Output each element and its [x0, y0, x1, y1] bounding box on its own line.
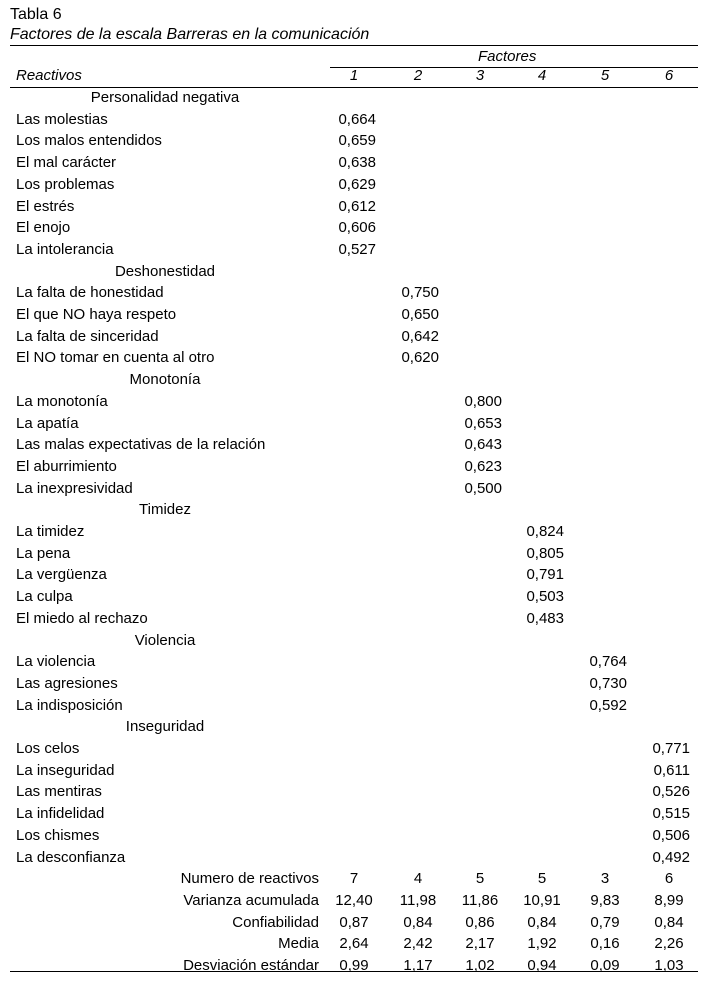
header-reactivos: Reactivos	[16, 67, 82, 84]
factor-loading: 0,629	[338, 175, 376, 193]
stat-value: 11,98	[399, 891, 437, 909]
factor-loading: 0,791	[526, 566, 564, 584]
stat-value: 5	[537, 870, 547, 888]
item-label: La culpa	[16, 588, 73, 606]
group-heading: Violencia	[134, 631, 196, 649]
stat-value: 0,84	[403, 913, 433, 931]
item-label: La falta de honestidad	[16, 284, 164, 302]
stat-value: 5	[475, 870, 485, 888]
factor-loading: 0,506	[652, 826, 690, 844]
stat-label: Varianza acumulada	[183, 891, 319, 909]
stat-value: 0,84	[527, 913, 557, 931]
factor-loading: 0,526	[652, 783, 690, 801]
stat-value: 2,64	[339, 935, 369, 953]
item-label: El mal carácter	[16, 154, 117, 172]
item-label: El estrés	[16, 197, 75, 215]
stat-value: 7	[349, 870, 359, 888]
factor-column-header: 5	[600, 67, 610, 84]
stat-label: Desviación estándar	[183, 957, 319, 974]
stat-label: Media	[278, 935, 319, 953]
stat-value: 0,09	[590, 957, 620, 974]
factor-loading: 0,771	[652, 740, 690, 757]
stat-value: 0,99	[339, 957, 369, 974]
item-label: La inseguridad	[16, 761, 115, 779]
item-label: La violencia	[16, 653, 96, 671]
factor-loading: 0,623	[464, 457, 502, 475]
stat-value: 9,83	[590, 891, 620, 909]
factor-loading: 0,805	[526, 544, 564, 562]
group-heading: Timidez	[139, 501, 191, 519]
item-label: La monotonía	[16, 392, 108, 410]
factor-loading: 0,664	[338, 110, 376, 128]
item-label: La apatía	[16, 414, 79, 432]
factor-loading: 0,638	[338, 154, 376, 172]
factor-loading: 0,650	[401, 306, 439, 323]
factor-loading: 0,612	[338, 197, 376, 215]
stat-value: 0,94	[527, 957, 557, 974]
stat-value: 0,84	[654, 913, 684, 931]
item-label: El miedo al rechazo	[16, 609, 148, 627]
group-heading: Inseguridad	[125, 718, 205, 736]
item-label: El que NO haya respeto	[16, 306, 177, 323]
item-label: La vergüenza	[16, 566, 107, 584]
factor-column-header: 4	[537, 67, 547, 84]
item-label: Los celos	[16, 740, 80, 757]
factor-loading: 0,750	[401, 284, 439, 302]
factor-loading: 0,492	[652, 848, 690, 866]
stat-value: 1,17	[403, 957, 433, 974]
group-heading: Personalidad negativa	[90, 89, 240, 106]
stat-value: 0,87	[339, 913, 369, 931]
stat-value: 6	[664, 870, 674, 888]
factor-loading: 0,527	[338, 240, 376, 258]
factor-loading: 0,515	[652, 805, 690, 823]
factor-loading: 0,483	[526, 609, 564, 627]
item-label: Los problemas	[16, 175, 115, 193]
item-label: Los chismes	[16, 826, 100, 844]
header-factores: Factores	[478, 48, 537, 65]
item-label: La pena	[16, 544, 71, 562]
factor-loading: 0,642	[401, 327, 439, 345]
stat-value: 3	[600, 870, 610, 888]
stat-value: 8,99	[654, 891, 684, 909]
item-label: La indisposición	[16, 696, 123, 714]
item-label: La infidelidad	[16, 805, 105, 823]
stat-value: 1,03	[654, 957, 684, 974]
stat-value: 0,79	[590, 913, 620, 931]
stat-value: 12,40	[335, 891, 373, 909]
item-label: El aburrimiento	[16, 457, 117, 475]
factor-loading: 0,592	[589, 696, 627, 714]
stat-value: 0,86	[465, 913, 495, 931]
stat-value: 2,42	[403, 935, 433, 953]
group-heading: Monotonía	[129, 371, 201, 389]
group-heading: Deshonestidad	[114, 262, 216, 280]
factor-loading: 0,620	[401, 349, 439, 367]
stat-value: 0,16	[590, 935, 620, 953]
factor-loading: 0,500	[464, 479, 502, 497]
factor-column-header: 3	[475, 67, 485, 84]
stat-label: Numero de reactivos	[180, 870, 319, 888]
factor-loading: 0,643	[464, 436, 502, 454]
item-label: La timidez	[16, 523, 85, 540]
item-label: El enojo	[16, 219, 71, 237]
item-label: La inexpresividad	[16, 479, 133, 497]
stat-label: Confiabilidad	[232, 913, 319, 931]
factor-column-header: 2	[413, 67, 423, 84]
stat-value: 1,02	[465, 957, 495, 974]
table-title: Factores de la escala Barreras en la comunicación	[10, 26, 370, 43]
item-label: Las agresiones	[16, 674, 118, 692]
item-label: Las malas expectativas de la relación	[16, 436, 266, 454]
item-label: La falta de sinceridad	[16, 327, 159, 345]
item-label: El NO tomar en cuenta al otro	[16, 349, 215, 367]
item-label: Los malos entendidos	[16, 132, 162, 150]
stat-value: 10,91	[523, 891, 561, 909]
factor-loading: 0,800	[464, 392, 502, 410]
top-rule	[10, 45, 698, 46]
factor-column-header: 6	[664, 67, 674, 84]
bottom-rule	[10, 971, 698, 972]
item-label: Las molestias	[16, 110, 108, 128]
factor-loading: 0,659	[338, 132, 376, 150]
stat-value: 2,26	[654, 935, 684, 953]
item-label: La intolerancia	[16, 240, 114, 258]
stat-value: 11,86	[461, 891, 499, 909]
factor-loading: 0,606	[338, 219, 376, 237]
factor-loading: 0,653	[464, 414, 502, 432]
stat-value: 2,17	[465, 935, 495, 953]
factor-loading: 0,824	[526, 523, 564, 540]
factor-loading: 0,503	[526, 588, 564, 606]
stat-value: 1,92	[527, 935, 557, 953]
factor-column-header: 1	[349, 67, 359, 84]
item-label: Las mentiras	[16, 783, 102, 801]
factor-loading: 0,611	[653, 761, 690, 779]
stat-value: 4	[413, 870, 423, 888]
factor-loading: 0,764	[589, 653, 627, 671]
item-label: La desconfianza	[16, 848, 126, 866]
factor-loading: 0,730	[589, 674, 627, 692]
table-number: Tabla 6	[10, 6, 62, 23]
